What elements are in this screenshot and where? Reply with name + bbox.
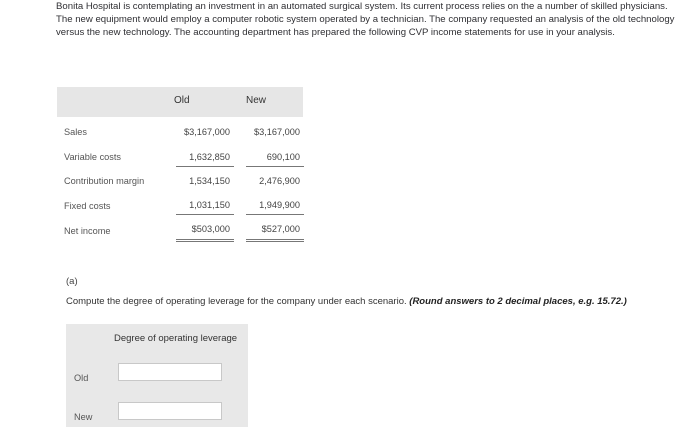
sales-new-value: $3,167,000: [254, 127, 300, 137]
net-income-double-rule-new-2: [246, 241, 304, 242]
variable-costs-old-value: 1,632,850: [189, 152, 230, 162]
rounding-instruction: (Round answers to 2 decimal places, e.g. 15.72.): [409, 296, 627, 307]
row-label-sales: Sales: [64, 127, 87, 137]
net-income-double-rule-old-2: [176, 241, 234, 242]
subtotal-rule-old: [176, 166, 234, 167]
net-income-new-value: $527,000: [261, 224, 300, 234]
dol-column-header: Degree of operating leverage: [114, 333, 238, 344]
dol-row-label-new: New: [74, 412, 93, 422]
row-label-variable-costs: Variable costs: [64, 152, 122, 162]
fixed-costs-rule-old: [176, 214, 234, 215]
net-income-double-rule-new-1: [246, 239, 304, 240]
fixed-costs-old-value: 1,031,150: [189, 200, 230, 210]
dol-new-input[interactable]: [118, 402, 222, 420]
row-label-contribution-margin: Contribution margin: [64, 176, 145, 186]
question-text: Compute the degree of operating leverage for the company under each scenario.: [66, 296, 407, 307]
problem-intro-text: Bonita Hospital is contemplating an investment in an automated surgical system. Its current process relies on the a number of skilled physicians. The new equipment would employ a computer robotic system operated by a technician. The company requested an analysis of the old technology versus the new technology. The accounting department has prepared the following CVP income statements for use in your analysis.: [56, 1, 675, 38]
fixed-costs-new-value: 1,949,900: [259, 200, 300, 210]
variable-costs-new-value: 690,100: [266, 152, 300, 162]
part-a-question: [66, 296, 627, 307]
part-a-label: (a): [66, 276, 78, 287]
sales-old-value: $3,167,000: [184, 127, 230, 137]
contribution-margin-old-value: 1,534,150: [189, 176, 230, 186]
subtotal-rule-new: [246, 166, 304, 167]
row-label-net-income: Net income: [64, 226, 111, 236]
column-header-new: New: [246, 95, 267, 106]
contribution-margin-new-value: 2,476,900: [259, 176, 300, 186]
row-label-fixed-costs: Fixed costs: [64, 201, 111, 211]
column-header-old: Old: [174, 95, 190, 106]
dol-old-input[interactable]: [118, 363, 222, 381]
net-income-double-rule-old-1: [176, 239, 234, 240]
dol-row-label-old: Old: [74, 373, 89, 383]
fixed-costs-rule-new: [246, 214, 304, 215]
net-income-old-value: $503,000: [191, 224, 230, 234]
